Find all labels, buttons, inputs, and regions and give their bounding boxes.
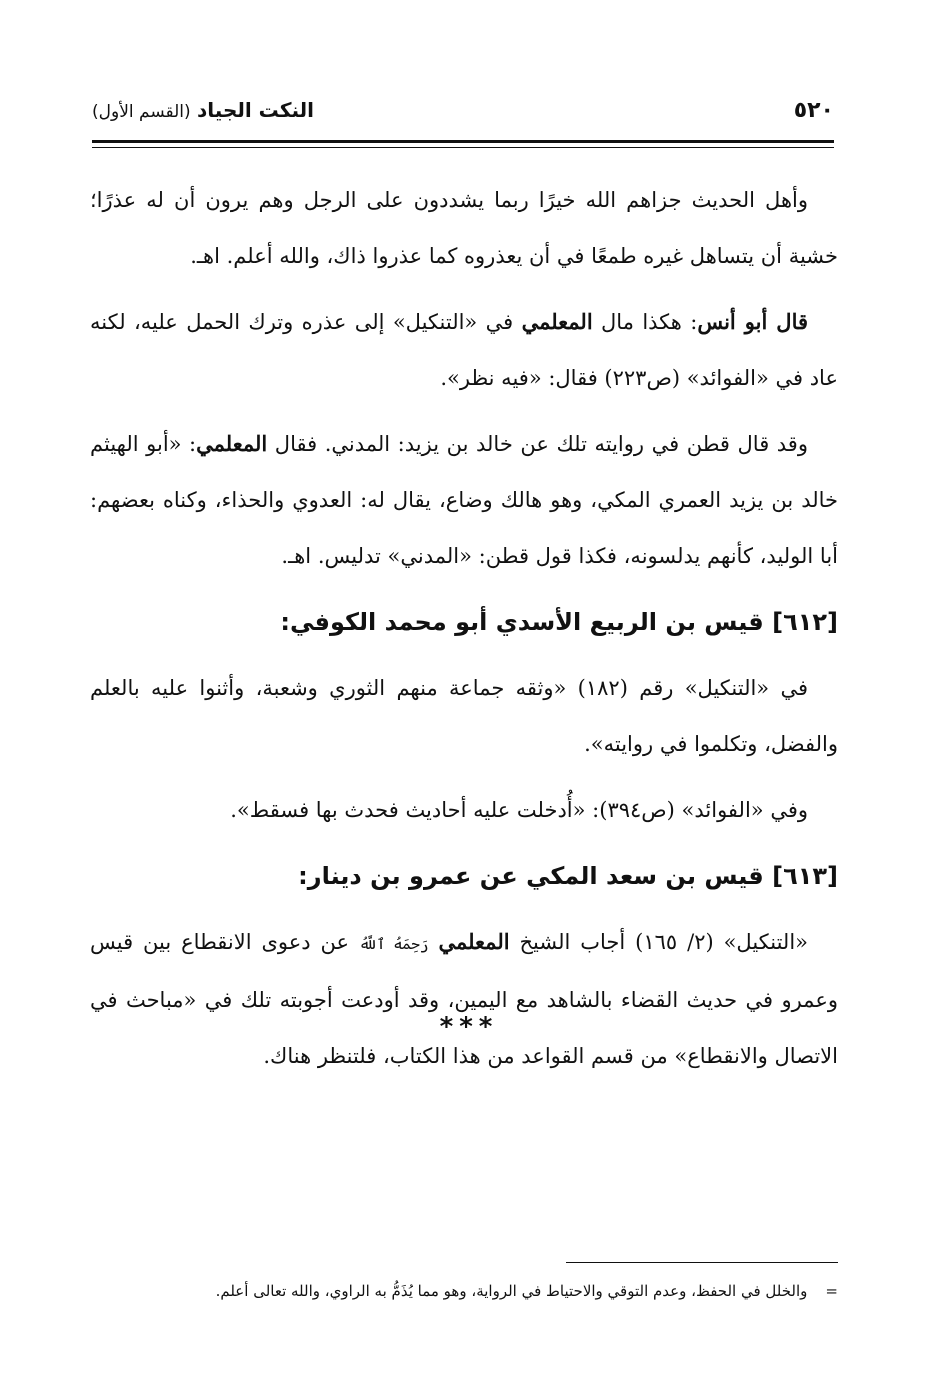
footnote — [100, 1276, 838, 1306]
scholar-name: المعلمي — [521, 309, 593, 334]
page-number: ٥٢٠ — [793, 98, 834, 123]
author-lead: قال أبو أنس — [697, 309, 809, 334]
scholar-name: المعلمي — [438, 929, 510, 954]
book-section: (القسم الأول) — [92, 102, 191, 122]
section-separator: *** — [439, 1012, 499, 1042]
page-header — [92, 92, 834, 132]
footnote-text: والخلل في الحفظ، وعدم التوقي والاحتياط في الرواية، وهو مما يُذَمُّ به الراوي، والله تعالى أعلم. — [215, 1282, 808, 1300]
paragraph-4: في «التنكيل» رقم (١٨٢) «وثقه جماعة منهم الثوري وشعبة، وأثنوا عليه بالعلم والفضل، وتكلموا في روايته». — [90, 676, 838, 756]
book-title: النكت الجياد — [197, 98, 315, 122]
entry-heading-613: [٦١٣] قيس بن سعد المكي عن عمرو بن دينار: — [298, 862, 838, 890]
running-title — [92, 98, 314, 122]
paragraph-5: وفي «الفوائد» (ص٣٩٤): «أُدخلت عليه أحاديث فحدث بها فسقط». — [230, 798, 808, 822]
footnote-continuation-mark: = — [825, 1282, 838, 1300]
header-rule-thin — [92, 147, 834, 148]
header-rule-thick — [92, 140, 834, 143]
entry-heading-612: [٦١٢] قيس بن الربيع الأسدي أبو محمد الكوفي: — [280, 608, 838, 636]
honorific-glyph: رَحِمَهُ ٱللَّهُ — [359, 935, 429, 953]
paragraph-3: وقد قال قطن في روايته تلك عن خالد بن يزيد: المدني. فقال المعلمي: «أبو الهيثم خالد بن يزيد العمري المكي، وهو هالك وضاع، يقال له: العدوي والحذاء، وكناه بعضهم: أبا الوليد، كأنهم يدلسونه، فكذا قول قطن: «المدني» تدليس. اهـ. — [90, 431, 838, 568]
scholar-name: المعلمي — [196, 431, 268, 456]
page-body — [90, 172, 838, 1094]
paragraph-6: «التنكيل» (٢/ ١٦٥) أجاب الشيخ المعلمي رَحِمَهُ ٱللَّهُ عن دعوى الانقطاع بين قيس وعمرو في حديث القضاء بالشاهد مع اليمين، وقد أودعت أجوبته تلك في «مباحث في الاتصال والانقطاع» من قسم القواعد من هذا الكتاب، فلتنظر هناك. — [90, 929, 838, 1068]
paragraph-2: قال أبو أنس: هكذا مال المعلمي في «التنكيل» إلى عذره وترك الحمل عليه، لكنه عاد في «الفوائد» (ص٢٢٣) فقال: «فيه نظر». — [90, 309, 838, 390]
paragraph-1: وأهل الحديث جزاهم الله خيرًا ربما يشددون على الرجل وهم يرون أن له عذرًا؛ خشية أن يتساهل غيره طمعًا في أن يعذروه كما عذروا ذاك، والله أعلم. اهـ. — [90, 188, 838, 268]
footnote-rule — [566, 1262, 838, 1263]
